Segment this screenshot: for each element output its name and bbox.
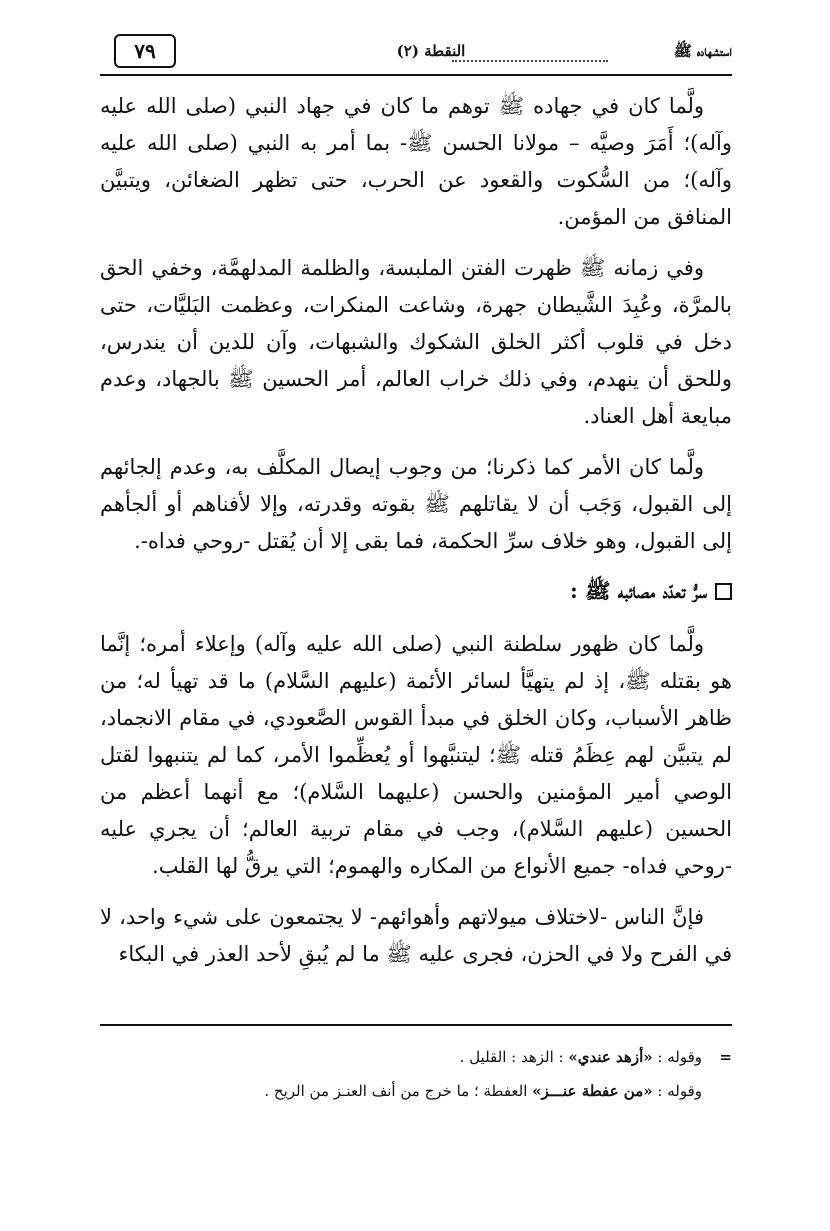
footnote-separator — [100, 1024, 732, 1026]
header-dotted-leader — [452, 60, 608, 62]
footnote-prefix: وقوله : — [652, 1048, 702, 1066]
running-title: استشهاده ﷺ — [673, 42, 732, 60]
footnote-prefix: وقوله : — [652, 1082, 702, 1100]
footnote-term: «أزهد عندي» — [568, 1048, 653, 1066]
footnote-term: «من عفطة عنـــز» — [532, 1082, 653, 1100]
footnotes — [100, 1040, 732, 1108]
section-heading-text: سرُّ تعدّد مصائبه ﷺ : — [570, 578, 707, 603]
footnote — [100, 1074, 732, 1108]
paragraph: ولَّما كان الأمر كما ذكرنا؛ من وجوب إيصال المكلَّف به، وعدم إلجائهم إلى القبول، وَجَب أن لا يقاتلهم ﷺ بقوته وقدرته، وإلا لأفناهم أو ألجأهم إلى القبول، وهو خلاف سرِّ الحكمة، فما بقى إلا أن يُقتل -روحي فداه-. — [100, 455, 732, 553]
page-header — [100, 34, 732, 74]
footnote-continuation-mark: = — [719, 1048, 732, 1066]
section-title: النقطة (٢) — [396, 42, 466, 60]
paragraph: وفي زمانه ﷺ ظهرت الفتن الملبسة، والظلمة المدلهمَّة، وخفي الحق بالمرَّة، وعُبِدَ الشَّيطان جهرة، وشاعت المنكرات، وعظمت البَليَّات، حتى دخل في قلوب أكثر الخلق الشكوك والشبهات، وآن للدين أن يندرس، وللحق أن ينهدم، وفي ذلك خراب العالم، أمر الحسين ﷺ بالجهاد، وعدم مبايعة أهل العناد. — [100, 256, 732, 428]
section-heading — [100, 574, 732, 608]
paragraph: ولَّما كان في جهاده ﷺ توهم ما كان في جهاد النبي (صلى الله عليه وآله)؛ أَمَرَ وصيَّه – مولانا الحسن ﷺ- بما أمر به النبي (صلى الله عليه وآله)؛ من السُّكوت والقعود عن الحرب، حتى تظهر الضغائن، ويتبيَّن المنافق من المؤمن. — [100, 94, 732, 229]
square-bullet-icon — [715, 583, 732, 600]
footnote-text: : الزهد : القليل . — [459, 1048, 569, 1066]
header-rule — [100, 74, 732, 76]
paragraph: ولَّما كان ظهور سلطنة النبي (صلى الله عليه وآله) وإعلاء أمره؛ إنَّما هو بقتله ﷺ، إذ لم يتهيَّأ لسائر الأئمة (عليهم السَّلام) ما قد تهيأ له؛ من ظاهر الأسباب، وكان الخلق في مبدأ القوس الصَّعودي، في مقام الانجماد، لم يتبيَّن لهم عِظَمُ قتله ﷺ؛ ليتنبَّهوا أو يُعظِّموا الأمر، كما لم يتنبهوا لقتل الوصي أمير المؤمنين والحسن (عليهما السَّلام)؛ مع أنهما أعظم من الحسين (عليهم السَّلام)، وجب في مقام تربية العالم؛ أن يجري عليه -روحي فداه- جميع الأنواع من المكاره والهموم؛ التي يرقُّ لها القلب. — [100, 632, 732, 878]
footnote-text: العفطة ؛ ما خرج من أنف العنـز من الريح . — [264, 1082, 533, 1100]
footnote — [100, 1040, 732, 1074]
page-body — [100, 88, 732, 987]
page-number: ٧٩ — [114, 34, 176, 68]
paragraph: فإنَّ الناس -لاختلاف ميولاتهم وأهوائهم- لا يجتمعون على شيء واحد، لا في الفرح ولا في الحزن، فجرى عليه ﷺ ما لم يُبقِ لأحد العذر في البكاء — [100, 905, 732, 966]
